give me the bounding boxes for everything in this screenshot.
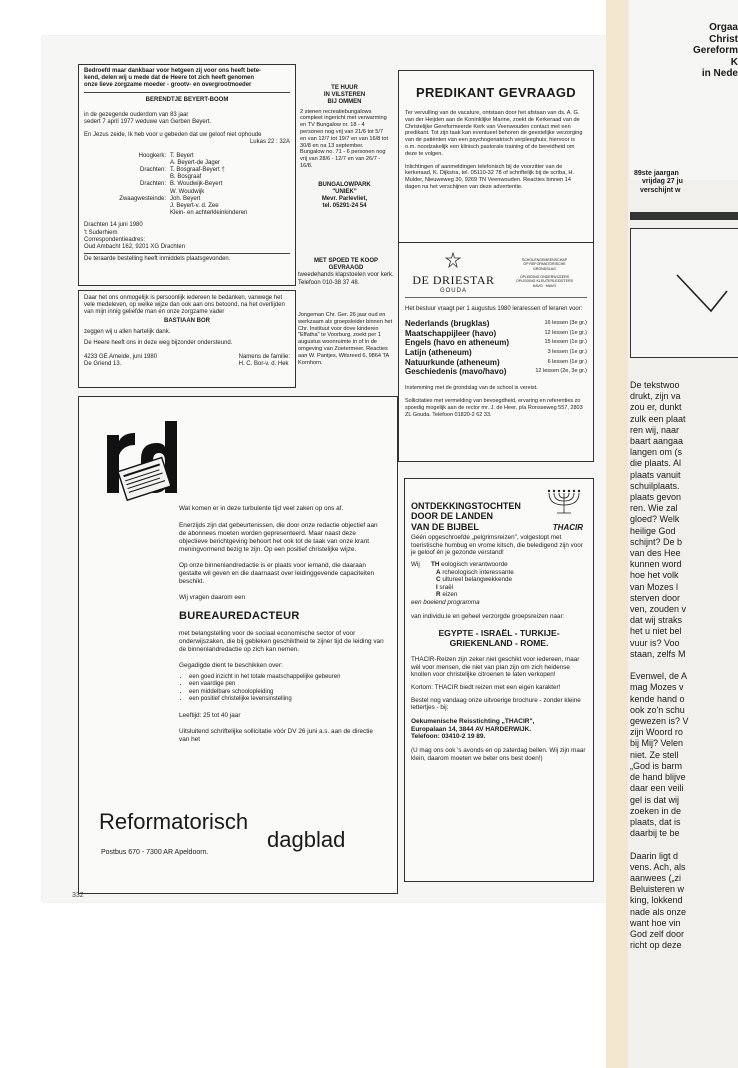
rd-ad	[78, 396, 398, 894]
driestar-city: GOUDA	[439, 288, 467, 294]
article-line: staan, zelfs M	[630, 648, 686, 659]
article-line: God zelf door	[630, 928, 685, 939]
acrostic-rest: eologisch verantwoorde	[441, 561, 508, 568]
rd-paragraph-5: Gegadigde dient te beschikken over:	[179, 662, 283, 669]
sale-phone: Telefoon 010-38 37 48.	[298, 279, 360, 286]
rental-contact-1: BUNGALOWPARK	[318, 181, 371, 188]
article-line: Daarin ligt d	[630, 850, 679, 861]
rental-contact-4: tel. 05291-24 54	[322, 203, 367, 210]
article-line	[630, 839, 738, 850]
article-line: Beluisteren w	[630, 884, 685, 895]
subject-hours: 12 lessen (1e gr.)	[544, 329, 587, 336]
subject-hours: 15 lessen (1e gr.)	[544, 339, 587, 346]
article-line: schijnt? De b	[630, 536, 683, 547]
jongeman-body: Jongeman Chr. Ger. 26 jaar oud en werkzaam als groepsleider binnen het Chr. Instituut voor dove kinderen "Effatha" te Voorburg, zoekt per 1 augustus woonruimte in of in de omgeving van Zoetermeer. Reacties aan W. Pantjes, Witsreed 6, 9864 TA Kornhorn.	[298, 312, 393, 366]
thacir-wij: Wij	[411, 561, 420, 568]
driestar-tag-3: GRONDSLAG	[532, 266, 556, 271]
thanks-right-2: H. C. Bor-v. d. Hek	[238, 361, 289, 368]
driestar-intro: Het bestuur vraagt per 1 augustus 1980 leraressen of leraren voor:	[405, 306, 583, 312]
family-name: B. Bosgraaf	[170, 174, 202, 181]
article-line: die plaats. Al	[630, 458, 682, 469]
article-line: „God is barm	[630, 760, 683, 771]
acrostic-rest: sraël	[439, 583, 454, 591]
thacir-destinations-2: GRIEKENLAND - ROME.	[449, 638, 549, 649]
rd-brand	[99, 809, 389, 869]
thanks-left-1: 4233 GE Ameide, juni 1980	[84, 354, 158, 361]
article-line: zou er, dunkt	[630, 402, 682, 413]
thacir-title-1: ONTDEKKINGSTOCHTEN	[411, 501, 521, 511]
article-line: van Mozes l	[630, 581, 679, 592]
masthead-line: in Nede	[701, 68, 738, 80]
article-line: want hoe vin	[630, 917, 681, 928]
page-edge	[606, 0, 628, 1068]
article-line: langen om (s	[630, 447, 683, 458]
acrostic-letter: C	[436, 576, 441, 584]
driestar-tag-1: SCHOLENGEMEENSCHAP	[521, 257, 568, 262]
thanks-name: BASTIAAN BOR	[164, 317, 210, 324]
rental-ad	[296, 82, 393, 248]
family-place: Zwaagwesteinde:	[119, 195, 166, 202]
thacir-destinations-1: EGYPTE - ISRAËL - TURKIJE-	[438, 628, 560, 639]
rental-title-2: IN VILSTEREN	[323, 92, 366, 99]
sale-title: MET SPOED TE KOOP GEVRAAGD	[313, 258, 378, 272]
masthead-line: Christ	[709, 33, 738, 45]
article-line: plaats, dat is	[630, 816, 681, 827]
article-line: kende hand o	[630, 693, 685, 704]
newspaper-page	[42, 36, 608, 902]
thacir-paragraph-1: Géén opgeschroefde „pelgrimsreizen", volgestopt met toeristische humbug en vrome kitsch, die beledigend zijn voor je geloof én je gezonde verstand!	[411, 534, 583, 557]
obituary-footer-3: Correspondentieadres:	[84, 236, 146, 243]
obituary-ad	[78, 64, 296, 286]
family-name: A. Beyert-de Jager	[170, 159, 221, 166]
rd-brand-2: dagblad	[267, 827, 346, 852]
obituary-detail-1: in de gezegende ouderdom van 83 jaar	[84, 111, 189, 118]
obituary-intro-2: kend, delen wij u mede dat de Heere tot zich heeft genomen	[84, 75, 255, 82]
black-rule	[630, 212, 738, 220]
thacir-ad	[404, 478, 594, 882]
arrow-illustration-icon	[671, 261, 731, 321]
article-line: vens. Ach, als	[630, 861, 686, 872]
driestar-tag-6: HAVO · MAVO	[532, 283, 557, 288]
driestar-star-icon	[445, 252, 461, 268]
thacir-title-2: DOOR DE LANDEN	[411, 511, 494, 522]
thacir-paragraph-3: THACIR-Reizen zijn zeker niet geschikt voor iedereen, maar wèl voor mensen, die niet van plan zijn om zich heidense knollen voor christelijke citroenen te laten verkopen!	[411, 656, 580, 679]
acrostic-letter: R	[436, 591, 441, 599]
article-line: niet. Ze stell	[630, 749, 679, 760]
driestar-tag-5: OPLEIDING KLEUTERLEIDSTERS	[515, 279, 574, 284]
thacir-acrostic	[411, 561, 587, 599]
article-line: De tekstwoo	[630, 380, 680, 390]
subject-name: Natuurkunde (atheneum)	[405, 357, 500, 367]
right-masthead	[693, 22, 738, 80]
article-line: zulk een plaat	[630, 413, 686, 424]
article-line: gewezen is? V	[630, 716, 689, 727]
masthead-line: K	[730, 56, 738, 68]
rd-age: Leeftijd: 25 tot 40 jaar	[179, 711, 241, 719]
predikant-contact: Inlichtingen of aanmeldingen telefonisch bij de voorzitter van de kerkeraad, K. Dijkstra, tel. 05110-32 78 of schriftelijk bij de scriba, H. Mulder, Nieuweweg 30, 9269 TN Veenwouden. Reacties binnen 14 dagen na het verschijnen van deze advertentie.	[405, 163, 575, 190]
family-name: T. Beyert	[170, 152, 194, 159]
family-place: Drachten:	[139, 181, 166, 188]
thanks-right-1: Namens de familie:	[238, 354, 290, 361]
acrostic-letter: I	[436, 583, 438, 591]
right-masthead-area	[630, 0, 738, 180]
rd-heading: BUREAUREDACTEUR	[179, 610, 300, 622]
driestar-tag-2: OP REFORMATORISCHE	[523, 262, 566, 267]
predikant-title: PREDIKANT GEVRAAGD	[416, 85, 576, 100]
rd-address: Postbus 670 - 7300 AR Apeldoorn.	[101, 849, 209, 856]
obituary-name: BERENDTJE BEYERT-BOOM	[145, 96, 229, 103]
article-line: Evenwel, de A	[630, 671, 688, 682]
obituary-intro-3: onze lieve zorgzame moeder - grootv- en overgrootmoeder	[84, 82, 252, 89]
article-line	[630, 660, 738, 671]
thacir-brand: THACIR	[552, 523, 583, 533]
thacir-paragraph-6: (U mag ons ook 's avonds en op zaterdag bellen. Wij zijn maar klein, daarom moeten we beter ons best doen!)	[411, 747, 586, 762]
sale-ad	[298, 258, 394, 287]
article-line: king, lokkend	[630, 895, 683, 906]
rd-lead: Wat komen er in deze turbulente tijd veel zaken op ons af.	[179, 505, 344, 512]
family-name: B. Woudwijk-Beyert	[170, 181, 223, 188]
rental-title-1: TE HUUR	[331, 85, 358, 91]
predikant-ad	[398, 70, 594, 266]
thanks-ad	[78, 290, 296, 388]
acrostic-rest: ultureel belangwekkende	[442, 576, 512, 584]
obituary-note: De teraarde bestelling heeft inmiddels plaatsgevonden.	[84, 256, 231, 263]
rd-paragraph-1: Enerzijds zijn dat gebeurtenissen, die door onze redactie objectief aan de abonnees moeten worden gepresenteerd. Maar naast deze objectieve berichtgeving behoort het ook tot de taak van onze krant meningvormend bezig te zijn. Op een positief christelijke wijze.	[179, 522, 378, 553]
obituary-detail-2: sedert 7 april 1977 weduwe van Gerben Beyert.	[84, 119, 212, 126]
rental-title-3: BIJ OMMEN	[327, 99, 362, 106]
article-line: ren. Wie zal	[630, 503, 678, 514]
family-name: T. Bosgraaf-Beyert †	[170, 167, 225, 174]
article-line: schuilplaats.	[630, 480, 680, 491]
rental-contact-3: Mevr. Parlevliet,	[321, 196, 368, 203]
subject-name: Geschiedenis (mavo/havo)	[405, 367, 507, 377]
subject-name: Engels (havo en atheneum)	[405, 338, 510, 348]
family-name: Joh. Beyert	[170, 195, 201, 202]
article-line: kunnen word	[630, 559, 682, 570]
predikant-body: Ter vervulling van de vacature, ontstaan door het afstaan van ds. A. G. van der Heijden aan de Koninklijke Marine, zoekt de Kerkeraad van de Christelijke Gereformeerde Kerk van Veenwouden contact met een predikant. Tot zijn taak kan eventueel behoren de geestelijke verzorging van de patiënten van een psychogeriatrisch verpleeghuis; hiervoor is o.m. noodzakelijk een klinisch pastorale training of de bereidheid om deze te volgen.	[405, 110, 583, 157]
article-line: ven, zouden v	[630, 604, 687, 615]
rd-requirement: • een middelbare schoolopleiding	[189, 689, 385, 696]
rd-requirement: • een positief christelijke levensinstelling	[189, 696, 385, 703]
thacir-org: Oekumenische Reisstichting „THACIR",	[411, 717, 535, 725]
article-line: mag Mozes v	[630, 682, 684, 693]
illustration-frame	[630, 228, 738, 358]
subject-name: Nederlands (brugklas)	[405, 319, 490, 329]
issue-line: 89ste jaargan	[634, 170, 679, 177]
thanks-line-2: zeggen wij u allen hartelijk dank.	[84, 328, 171, 335]
family-place: Drachten:	[139, 167, 166, 174]
thanks-body: Daar het ons onmogelijk is persoonlijk iedereen te bedanken, vanwege het vele medeleven, op welke wijze dan ook aan ons betoond, na het overlijden van mijn innig geliefde man en onze zorgzame vader	[84, 295, 285, 316]
driestar-header	[405, 249, 587, 298]
obituary-intro-1: Bedroefd maar dankbaar voor hetgeen zij voor ons heeft bete-	[84, 68, 262, 74]
obituary-footer-1: Drachten 14 juni 1980	[84, 222, 143, 229]
article-line: het u niet bel	[630, 626, 682, 637]
masthead-line: Orgaa	[709, 22, 738, 33]
driestar-logo: DE DRIESTAR	[412, 273, 495, 287]
thacir-program: een boeiend programma	[411, 598, 480, 606]
page-number: 332	[72, 892, 84, 899]
obituary-footer-2: 't Suderhiem	[84, 229, 118, 236]
right-article	[630, 380, 738, 951]
issue-info	[634, 170, 683, 195]
article-line: plaats gevon	[630, 492, 682, 503]
obituary-family	[84, 153, 290, 218]
article-line: gel is dat wij	[630, 794, 680, 805]
subject-name: Maatschappijleer (havo)	[405, 328, 497, 338]
article-line: aanwees („zi	[630, 872, 682, 883]
subject-hours: 12 lessen (2e, 3e gr.)	[535, 368, 587, 375]
subject-hours: 16 lessen (3e gr.)	[544, 320, 587, 327]
driestar-ad	[398, 242, 594, 462]
article-line: zijn Woord ro	[630, 727, 683, 738]
thacir-paragraph-4: Kortom: THACIR biedt reizen met een eigen karakter!	[411, 683, 561, 691]
masthead-line: Gereform	[692, 45, 738, 57]
article-line: hoe het volk	[630, 570, 679, 581]
rd-logo-icon	[101, 415, 187, 501]
acrostic-rest: rcheologisch interessante	[442, 568, 514, 576]
family-name: J. Beyert-v. d. Zee	[170, 203, 219, 210]
acrostic-letter: A	[436, 568, 441, 576]
article-line: daar een veili	[630, 783, 684, 794]
rd-paragraph-2: Op onze binnenlandredactie is er plaats voor iemand, die daaraan gestalte wil geven en die daarnaast over leidinggevende capaciteiten beschikt.	[179, 562, 375, 585]
article-line: nade als onze	[630, 906, 687, 917]
rental-contact-2: "UNIEK"	[332, 188, 357, 195]
driestar-subjects	[405, 319, 587, 377]
article-line: sterven door	[630, 592, 681, 603]
thacir-org-address: Europalaan 14, 3844 AV HARDERWIJK.	[411, 725, 532, 733]
article-line: richt op deze	[630, 940, 682, 951]
article-line: gloed? Welk	[630, 514, 680, 525]
rd-brand-1: Reformatorisch	[99, 809, 249, 834]
article-line: dat wij straks	[630, 615, 683, 626]
thacir-paragraph-5: Bestel nog vandaag onze uitvoerige brochure - zonder kleine lettertjes - bij:	[411, 696, 581, 712]
article-line: de hand blijve	[630, 772, 686, 783]
menorah-icon	[545, 487, 583, 517]
family-end: Klein- en achterkleinkinderen	[170, 210, 248, 217]
article-line: ook zo'n schu	[630, 704, 685, 715]
thacir-paragraph-2: van individu.le en geheel verzorgde groepsreizen naar:	[411, 612, 565, 620]
rd-requirements	[179, 674, 385, 704]
article-line: heilige God	[630, 525, 676, 536]
family-name: W. Woudwijk	[170, 188, 205, 195]
rental-body: 2 stenen recreatiebungalows compleet ingericht met verwarming en TV Bungalow nr. 18 - 4 personen nog vrij van 21/6 tot 5/7 en van 12/7 tot 19/7 en van 16/8 tot 30/8 en na 13 september. Bungalow no. 71 - 6 personen nog vrij van 28/6 - 12/7 en van 26/7 - 16/8.	[300, 108, 389, 169]
family-place: Hoogkerk:	[138, 152, 166, 159]
obituary-verse: En Jezus zeide, Ik heb voor u gebeden dat uw geloof niet ophoude	[84, 132, 262, 139]
rd-requirement: • een goed inzicht in het totale maatschappelijke gebeuren	[189, 674, 385, 681]
thanks-line-3: De Heere heeft ons in deze weg bijzonder ondersteund.	[84, 340, 233, 347]
driestar-note-1: Instemming met de grondslag van de school is vereist.	[405, 384, 538, 391]
article-line: plaats vanuit	[630, 469, 681, 480]
subject-name: Latijn (atheneum)	[405, 347, 472, 357]
article-line: bij Mij? Velen	[630, 738, 684, 749]
rd-apply: Uitsluitend schriftelijke sollicitatie vóór DV 26 juni a.s. aan de directie van het	[179, 727, 373, 743]
issue-line: vrijdag 27 ju	[642, 178, 683, 186]
sale-body: tweedehands klapstoelen voor kerk.	[298, 272, 394, 279]
driestar-tag-4: OPLEIDING ONDERWIJZERS	[519, 274, 570, 279]
thacir-org-phone: Telefoon: 03410-2 19 89.	[411, 733, 486, 741]
article-line: vuur is? Voo	[630, 637, 680, 648]
issue-line: verschijnt w	[640, 186, 681, 194]
article-line: zoeken in de	[630, 805, 682, 816]
article-line: baart aangaa	[630, 436, 684, 447]
obituary-footer-4: Oud Ambacht 162, 9201 XG Drachten	[84, 244, 186, 251]
driestar-note-2: Sollicitaties met vermelding van bevoegdheid, ervaring en referenties zo spoedig mogelijk aan de rector mr. J. de Heer, p/a Ronsseweg 557, 2803 ZL Gouda. Telefoon 01820-2 62 33.	[405, 397, 583, 418]
rd-paragraph-4: met belangstelling voor de sociaal economische sector of voor onderwijszaken, die bij gebleken geschiktheid te zijner tijd de leiding van de binnenlandredactie op zich kan nemen.	[179, 630, 384, 653]
article-line: drukt, zijn va	[630, 391, 681, 402]
jongeman-ad	[298, 312, 394, 366]
thacir-title-3: VAN DE BIJBEL	[411, 521, 479, 532]
subject-hours: 3 lessen (1e gr.)	[547, 348, 587, 355]
rd-requirement: • een vaardige pen	[189, 681, 385, 688]
subject-hours: 6 lessen (1e gr.)	[547, 358, 587, 365]
obituary-verse-ref: Lukas 22 : 32A	[249, 139, 290, 146]
article-line: ren wij, naar	[630, 424, 680, 435]
rd-paragraph-3: Wij vragen daarom een	[179, 594, 246, 601]
article-line: daarbij te be	[630, 828, 680, 839]
thanks-left-2: De Griend 13.	[84, 361, 122, 368]
article-line: van des Hee	[630, 548, 681, 559]
acrostic-letter: TH	[431, 561, 440, 568]
acrostic-rest: eizen	[442, 591, 458, 599]
